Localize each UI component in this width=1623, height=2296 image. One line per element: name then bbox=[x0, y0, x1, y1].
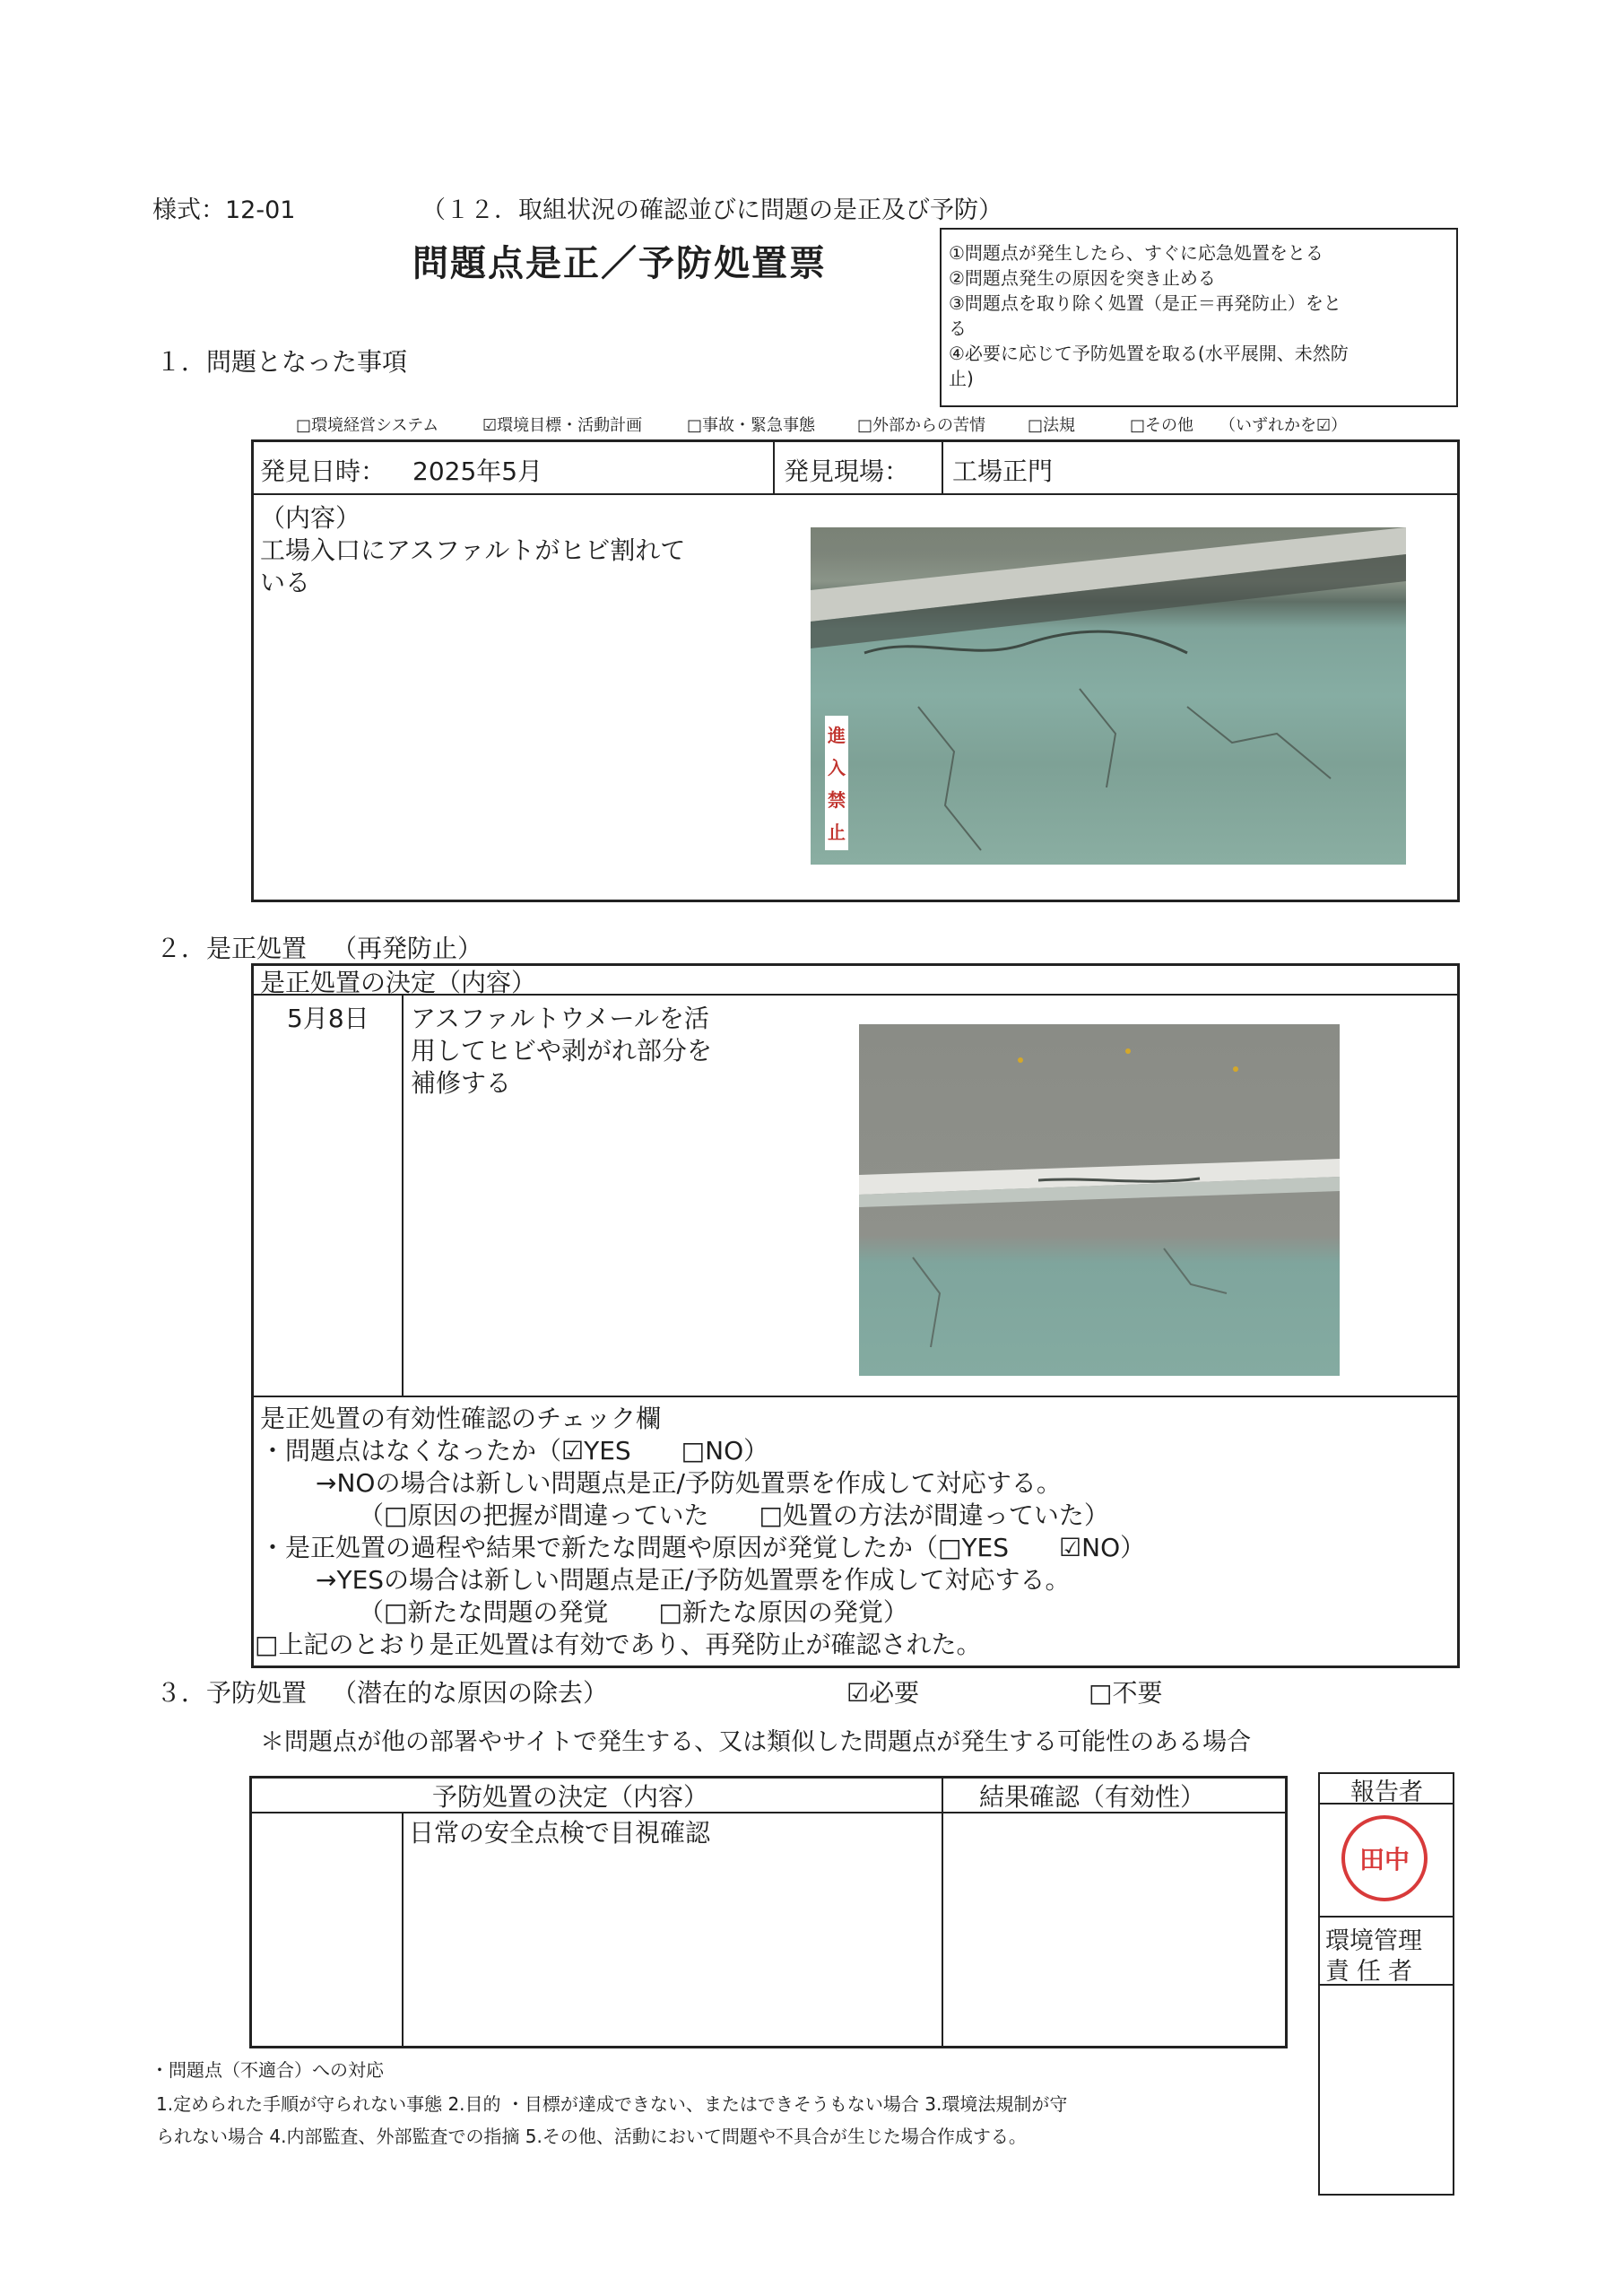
col-result: 結果確認（有効性） bbox=[979, 1782, 1206, 1812]
check-line-6: （□新たな問題の発覚 □新たな原因の発覚） bbox=[359, 1597, 908, 1627]
check-line-7: □上記のとおり是正処置は有効であり、再発防止が確認された。 bbox=[255, 1630, 982, 1659]
section3-note: ＊問題点が他の部署やサイトで発生する、又は類似した問題点が発生する可能性のある場合 bbox=[260, 1728, 1252, 1756]
action-line-1: アスファルトウメールを活 bbox=[411, 1004, 709, 1033]
step-1: ①問題点が発生したら、すぐに応急処置をとる bbox=[949, 242, 1324, 264]
content-line-1: 工場入口にアスファルトがヒビ割れて bbox=[260, 535, 686, 565]
preventive-required: ☑必要 bbox=[846, 1678, 920, 1708]
form-number: 様式：12-01 bbox=[152, 196, 296, 224]
content-line-2: いる bbox=[260, 568, 311, 597]
reporter-stamp bbox=[1341, 1815, 1428, 1901]
section1-heading: １．問題となった事項 bbox=[156, 347, 408, 377]
reporter-label: 報告者 bbox=[1350, 1779, 1423, 1806]
section3-heading: ３．予防処置 bbox=[156, 1678, 308, 1708]
crack-photo bbox=[811, 527, 1406, 865]
category-other: □その他 bbox=[1130, 416, 1194, 435]
stamp-text: 田中 bbox=[1358, 1845, 1410, 1874]
footnote-title: ・問題点（不適合）への対応 bbox=[151, 2059, 384, 2081]
step-3: ③問題点を取り除く処置（是正＝再発防止）をと bbox=[949, 292, 1341, 314]
category-accident: □事故・緊急事態 bbox=[687, 416, 816, 435]
decision-label: 是正処置の決定（内容） bbox=[260, 968, 537, 997]
found-place-label: 発見現場： bbox=[784, 457, 910, 486]
step-3-cont: る bbox=[949, 317, 967, 339]
content-label: （内容） bbox=[260, 503, 361, 533]
category-complaint: □外部からの苦情 bbox=[857, 416, 986, 435]
check-line-2: →NOの場合は新しい問題点是正/予防処置票を作成して対応する。 bbox=[316, 1468, 1062, 1498]
check-line-1: ・問題点はなくなったか（☑YES □NO） bbox=[260, 1436, 769, 1465]
category-law: □法規 bbox=[1028, 416, 1076, 435]
manager-label-1: 環境管理 bbox=[1325, 1927, 1422, 1955]
action-line-2: 用してヒビや剥がれ部分を bbox=[411, 1036, 713, 1065]
preventive-not-required: □不要 bbox=[1089, 1678, 1163, 1708]
photo-sign-text: 進入禁止 bbox=[828, 725, 846, 843]
page-title: 問題点是正／予防処置票 bbox=[412, 243, 827, 284]
manager-label-2: 責任者 bbox=[1325, 1958, 1419, 1986]
found-place-value: 工場正門 bbox=[952, 457, 1054, 486]
repair-photo bbox=[859, 1024, 1340, 1376]
section2-heading-note: （再発防止） bbox=[332, 934, 483, 963]
found-date-value: 2025年5月 bbox=[412, 457, 543, 486]
check-line-5: →YESの場合は新しい問題点是正/予防処置票を作成して対応する。 bbox=[316, 1565, 1071, 1595]
footnote-line-2: られない場合 4.内部監査、外部監査での指摘 5.その他、活動において問題や不具合が生じた場合作成する。 bbox=[156, 2126, 1027, 2147]
category-instruction: （いずれかを☑） bbox=[1219, 416, 1348, 435]
preventive-decision-value: 日常の安全点検で目視確認 bbox=[409, 1818, 711, 1848]
action-date: 5月8日 bbox=[287, 1004, 369, 1033]
col-decision: 予防処置の決定（内容） bbox=[432, 1782, 709, 1812]
step-4-cont: 止) bbox=[949, 368, 974, 389]
found-date-label: 発見日時： bbox=[260, 457, 386, 486]
check-line-4: ・是正処置の過程や結果で新たな問題や原因が発覚したか（□YES ☑NO） bbox=[260, 1533, 1146, 1562]
section-reference: （１２．取組状況の確認並びに問題の是正及び予防） bbox=[421, 196, 1002, 224]
section3-table bbox=[249, 1776, 1288, 2048]
check-line-3: （□原因の把握が間違っていた □処置の方法が間違っていた） bbox=[359, 1500, 1109, 1530]
action-line-3: 補修する bbox=[411, 1068, 512, 1098]
step-4: ④必要に応じて予防処置を取る(水平展開、未然防 bbox=[949, 343, 1349, 364]
check-title: 是正処置の有効性確認のチェック欄 bbox=[260, 1404, 662, 1433]
section2-heading: ２．是正処置 bbox=[156, 934, 308, 963]
category-targets: ☑環境目標・活動計画 bbox=[482, 416, 643, 435]
footnote-line-1: 1.定められた手順が守られない事態 2.目的 ・目標が達成できない、またはできそうもない場合 3.環境法規制が守 bbox=[156, 2093, 1068, 2115]
section3-heading-note: （潜在的な原因の除去） bbox=[332, 1678, 609, 1708]
category-ems: □環境経営システム bbox=[296, 416, 439, 435]
step-2: ②問題点発生の原因を突き止める bbox=[949, 267, 1216, 289]
